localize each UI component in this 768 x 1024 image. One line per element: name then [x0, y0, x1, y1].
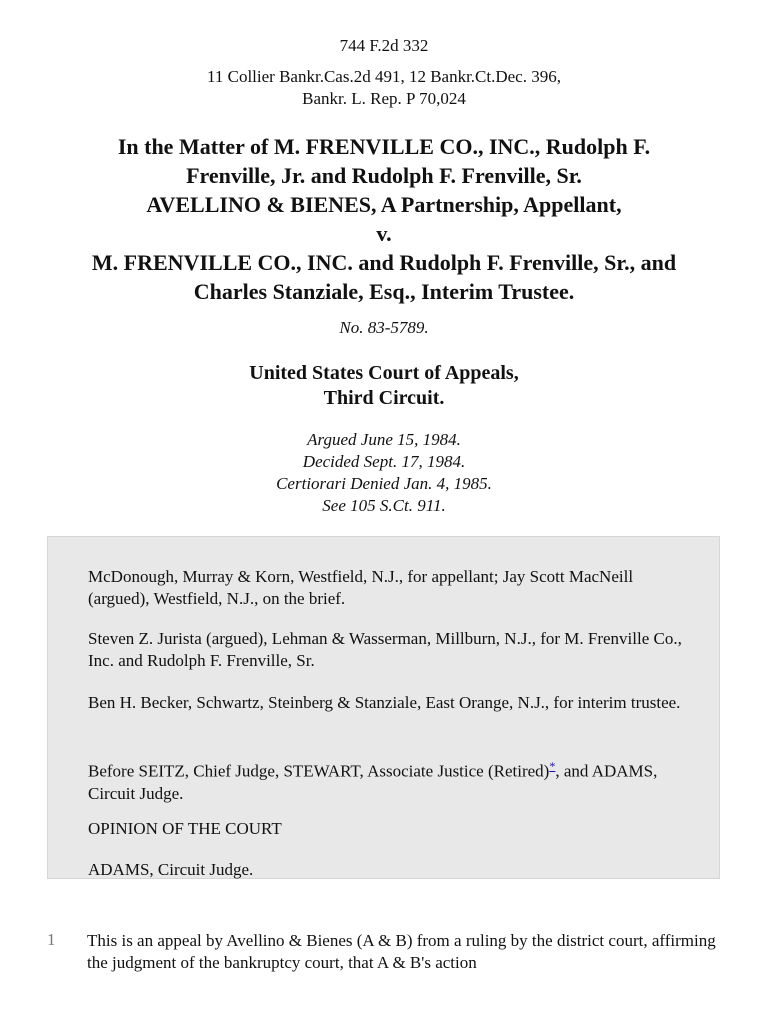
court-line-1: United States Court of Appeals,	[249, 362, 519, 384]
judges-panel	[88, 755, 688, 805]
docket-number: No. 83-5789.	[339, 318, 429, 337]
court-name	[0, 361, 768, 411]
reporters-line-2: Bankr. L. Rep. P 70,024	[302, 89, 466, 108]
counsel-panel	[47, 536, 720, 879]
paragraph-number: 1	[47, 930, 56, 949]
judges-before: Before SEITZ, Chief Judge, STEWART, Associate Justice (Retired)	[88, 761, 550, 781]
paragraph-text: This is an appeal by Avellino & Bienes (A & B) from a ruling by the district court, affirming the judgment of the bankruptcy court, that A & B's action	[87, 931, 716, 972]
reporters	[0, 66, 768, 110]
caption-line-4: v.	[376, 221, 392, 246]
argued-date: Argued June 15, 1984.	[307, 430, 461, 449]
counsel-trustee: Ben H. Becker, Schwartz, Steinberg & Stanziale, East Orange, N.J., for interim trustee.	[88, 693, 681, 712]
opinion-author: ADAMS, Circuit Judge.	[88, 860, 254, 879]
caption-line-3: AVELLINO & BIENES, A Partnership, Appellant,	[146, 192, 622, 217]
caption-line-5: M. FRENVILLE CO., INC. and Rudolph F. Frenville, Sr., and	[91, 250, 677, 275]
case-caption	[20, 132, 748, 306]
caption-line-2: Frenville, Jr. and Rudolph F. Frenville, Sr.	[186, 163, 582, 188]
counsel-appellant: McDonough, Murray & Korn, Westfield, N.J., for appellant; Jay Scott MacNeill (argued), Westfield, N.J., on the brief.	[88, 567, 634, 608]
certiorari-date: Certiorari Denied Jan. 4, 1985.	[276, 474, 492, 493]
decided-date: Decided Sept. 17, 1984.	[302, 452, 466, 471]
judges-after: , and ADAMS, Circuit Judge.	[88, 761, 658, 803]
caption-line-6: Charles Stanziale, Esq., Interim Trustee.	[193, 279, 575, 304]
opinion-heading: OPINION OF THE COURT	[88, 819, 282, 838]
case-dates	[0, 429, 768, 517]
reporters-line-1: 11 Collier Bankr.Cas.2d 491, 12 Bankr.Ct.Dec. 396,	[207, 67, 561, 86]
see-citation: See 105 S.Ct. 911.	[322, 496, 446, 515]
footnote-link[interactable]: *	[549, 759, 556, 773]
caption-line-1: In the Matter of M. FRENVILLE CO., INC., Rudolph F.	[117, 134, 651, 159]
court-line-2: Third Circuit.	[323, 387, 445, 409]
citation: 744 F.2d 332	[339, 36, 429, 55]
counsel-appellee: Steven Z. Jurista (argued), Lehman & Wasserman, Millburn, N.J., for M. Frenville Co., Inc. and Rudolph F. Frenville, Sr.	[88, 629, 682, 670]
